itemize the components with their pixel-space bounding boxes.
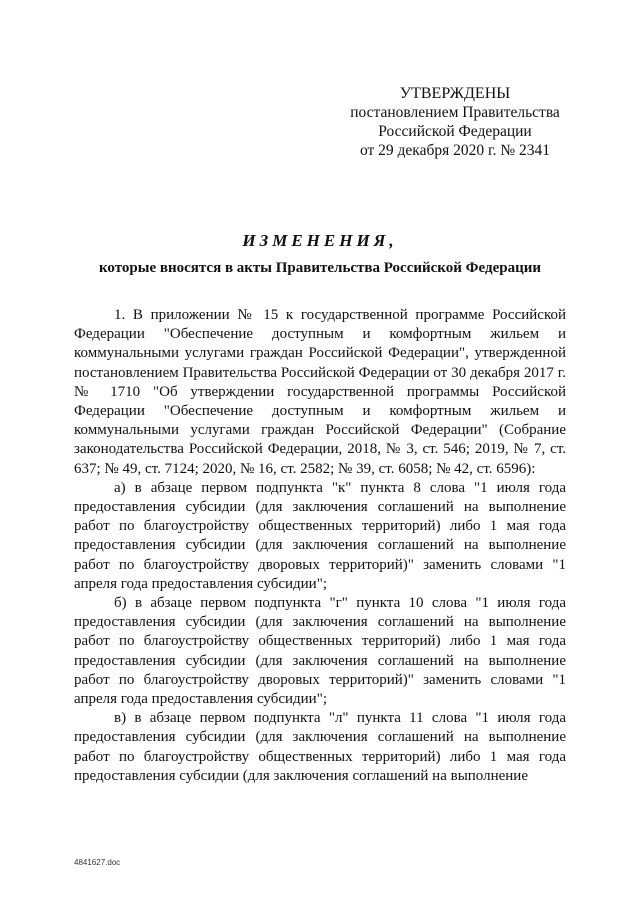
paragraph-item-1: 1. В приложении № 15 к государственной программе Российской Федерации "Обеспечение доступным и комфортным жильем и коммунальными услугами граждан Российской Федерации", утвержденной постановлением Правительства Российской Федерации от 30 декабря 2017 г. № 1710 "Об утверждении государственной программы Российской Федерации "Обеспечение доступным и комфортным жильем и коммунальными услугами граждан Российской Федерации" (Собрание законодательства Российской Федерации, 2018, № 3, ст. 546; 2019, № 7, ст. 637; № 49, ст. 7124; 2020, № 16, ст. 2582; № 39, ст. 6058; № 42, ст. 6596): bbox=[74, 307, 566, 477]
approval-line-date-number: от 29 декабря 2020 г. № 2341 bbox=[359, 142, 551, 159]
document-title: ИЗМЕНЕНИЯ, bbox=[242, 231, 398, 250]
paragraph-subitem-v: в) в абзаце первом подпункта "л" пункта 11 слова "1 июля года предоставления субсидии (для заключения соглашений на выполнение работ по благоустройству общественных территорий) либо 1 мая года предоставления субсидии (для заключения соглашений на выполнение bbox=[74, 710, 566, 784]
document-file-id: 4841627.doc bbox=[74, 858, 121, 867]
document-body bbox=[74, 306, 566, 786]
paragraph-subitem-b: б) в абзаце первом подпункта "г" пункта 10 слова "1 июля года предоставления субсидии (для заключения соглашений на выполнение работ по благоустройству общественных территорий) либо 1 мая года предоставления субсидии (для заключения соглашений на выполнение работ по благоустройству дворовых территорий)" заменить словами "1 апреля года предоставления субсидии"; bbox=[74, 595, 566, 708]
approval-line-decree: постановлением Правительства bbox=[350, 104, 560, 121]
document-subtitle: которые вносятся в акты Правительства Российской Федерации bbox=[98, 260, 542, 276]
approval-title: УТВЕРЖДЕНЫ bbox=[399, 85, 511, 102]
approval-line-government: Российской Федерации bbox=[378, 123, 532, 140]
paragraph-subitem-a: а) в абзаце первом подпункта "к" пункта 8 слова "1 июля года предоставления субсидии (для заключения соглашений на выполнение работ по благоустройству общественных территорий) либо 1 мая года предоставления субсидии (для заключения соглашений на выполнение работ по благоустройству дворовых территорий)" заменить словами "1 апреля года предоставления субсидии"; bbox=[74, 479, 566, 592]
document-heading bbox=[74, 230, 566, 278]
approval-stamp bbox=[320, 84, 590, 160]
